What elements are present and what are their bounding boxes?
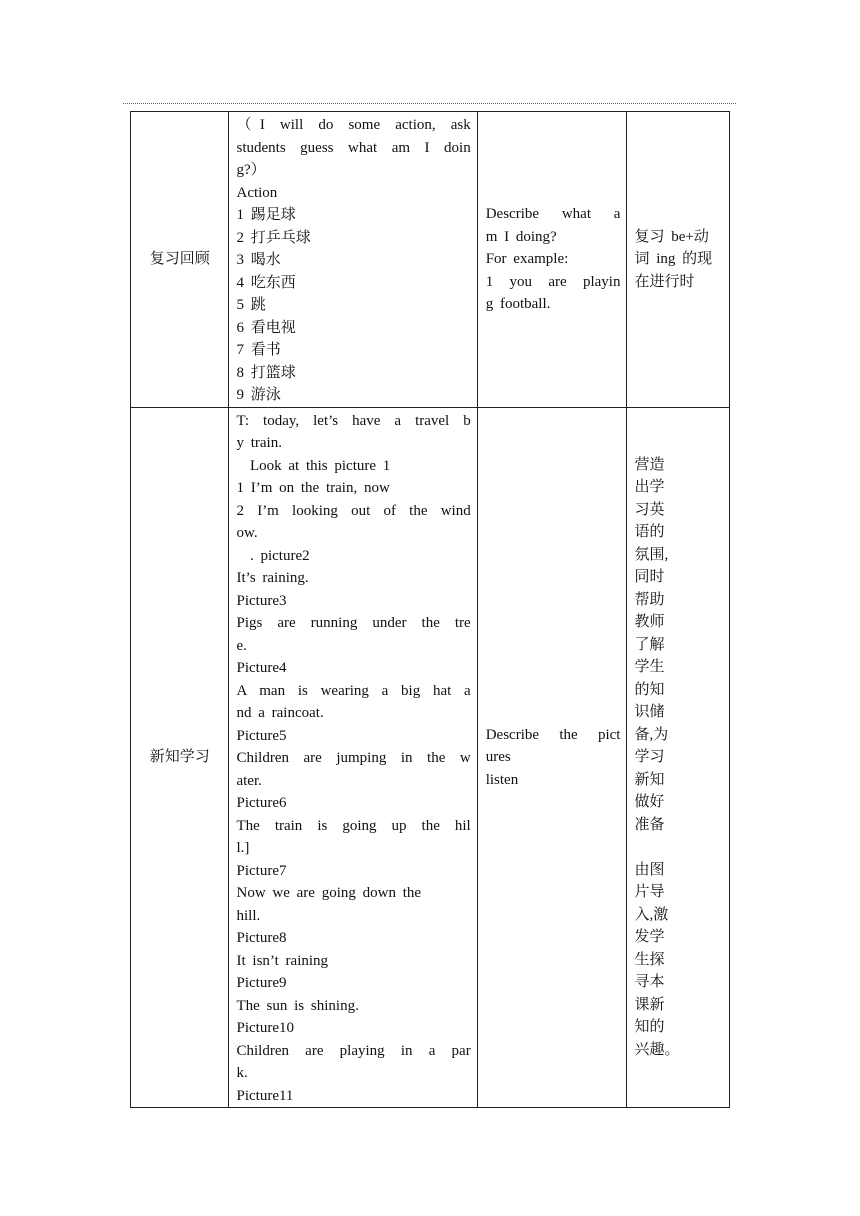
text-line: It’s raining.	[236, 570, 309, 586]
text-line: 6 看电视	[236, 319, 296, 336]
text-line: Picture11	[236, 1087, 294, 1104]
text-line: 准备	[634, 816, 665, 833]
text-line: 1 踢足球	[236, 207, 296, 223]
text-line: hill.	[236, 907, 261, 924]
student-activity-cell	[477, 112, 627, 408]
text-line: Children are playing in a par	[236, 1042, 471, 1059]
text-line: Describe the pict	[485, 726, 621, 743]
text-line: ater.	[236, 772, 262, 789]
text-line: 词 ing 的现	[634, 251, 713, 267]
purpose-cell	[627, 407, 730, 1108]
text-line: Picture5	[236, 727, 287, 744]
table-row-review	[131, 112, 730, 408]
text-line: Now we are going down the	[236, 885, 422, 901]
text-line: 习英	[634, 501, 665, 518]
teacher-activity-cell	[229, 407, 477, 1108]
text-line: 1 I’m on the train, now	[236, 480, 390, 496]
text-line: 生探	[634, 951, 665, 968]
student-activity-cell	[477, 407, 627, 1108]
text-line: 片导	[634, 884, 665, 900]
text-line: Picture6	[236, 795, 287, 811]
text-line: （I will do some action, ask	[236, 117, 471, 133]
text-line: . picture2	[236, 547, 310, 564]
text-line: 兴趣。	[634, 1041, 680, 1058]
text-line: Picture7	[236, 862, 287, 879]
text-line: e.	[236, 637, 247, 654]
text-line: 1 you are playin	[485, 273, 621, 290]
stage-label: 新知学习	[149, 749, 210, 765]
text-line: 由图	[634, 861, 665, 878]
text-line: 识储	[634, 704, 665, 720]
text-line: 营造	[634, 456, 665, 473]
text-line: k.	[236, 1065, 248, 1081]
text-line: 出学	[634, 479, 665, 495]
text-line: Picture3	[236, 592, 287, 609]
text-line: Look at this picture 1	[236, 457, 391, 474]
text-line: 的知	[634, 681, 665, 698]
text-line: students guess what am I doin	[236, 139, 471, 156]
blank-line	[634, 836, 682, 859]
text-line: g football.	[485, 296, 551, 312]
text-line: l.]	[236, 840, 250, 856]
text-line: 8 打篮球	[236, 364, 296, 381]
text-line: The train is going up the hil	[236, 817, 471, 834]
text-line: 语的	[634, 524, 665, 540]
text-line: The sun is shining.	[236, 997, 359, 1014]
stage-cell	[131, 407, 229, 1108]
text-line: 3 喝水	[236, 252, 281, 268]
text-line: 学生	[634, 659, 665, 675]
lesson-plan-table	[130, 111, 730, 1108]
text-line: 7 看书	[236, 342, 281, 358]
teacher-activity-cell	[229, 112, 477, 408]
text-line: g?）	[236, 162, 266, 178]
text-line: Pigs are running under the tre	[236, 615, 471, 631]
text-line: 知的	[634, 1019, 665, 1035]
text-line: 备,为	[634, 726, 669, 743]
text-line: It isn’t raining	[236, 952, 329, 969]
text-line: 帮助	[634, 591, 665, 608]
text-line: 4 吃东西	[236, 274, 296, 291]
text-line: 5 跳	[236, 297, 266, 313]
text-line: Action	[236, 184, 278, 201]
text-line: 做好	[634, 794, 665, 810]
text-line: ow.	[236, 525, 258, 541]
purpose-block	[634, 454, 682, 1062]
text-line: 2 I’m looking out of the wind	[236, 502, 471, 519]
text-line: y train.	[236, 435, 282, 451]
text-line: Children are jumping in the w	[236, 750, 471, 766]
header-divider	[123, 103, 736, 104]
text-line: A man is wearing a big hat a	[236, 682, 471, 699]
text-line: 了解	[634, 636, 665, 653]
text-line: listen	[485, 771, 519, 788]
text-line: nd a raincoat.	[236, 705, 324, 721]
text-line: Picture9	[236, 975, 287, 991]
text-line: 复习 be+动	[634, 228, 709, 245]
text-line: 9 游泳	[236, 387, 281, 403]
table-row-new-knowledge	[131, 407, 730, 1108]
text-line: 同时	[634, 569, 665, 585]
text-line: m I doing?	[485, 228, 557, 245]
stage-label: 复习回顾	[149, 251, 210, 267]
text-line: 2 打乒乓球	[236, 229, 311, 246]
text-line: Picture10	[236, 1020, 294, 1036]
text-line: 在进行时	[634, 273, 695, 290]
text-line: For example:	[485, 251, 569, 267]
text-line: 教师	[634, 614, 665, 630]
text-line: 寻本	[634, 974, 665, 990]
text-line: Picture4	[236, 660, 287, 676]
text-line: Picture8	[236, 930, 287, 946]
text-line: Describe what a	[485, 206, 621, 222]
text-line: 氛围,	[634, 546, 669, 563]
text-line: ures	[485, 749, 511, 765]
text-line: 课新	[634, 996, 665, 1013]
text-line: 发学	[634, 929, 665, 945]
purpose-cell	[627, 112, 730, 408]
text-line: T: today, let’s have a travel b	[236, 412, 471, 429]
text-line: 入,激	[634, 906, 669, 923]
text-line: 学习	[634, 749, 665, 765]
stage-cell	[131, 112, 229, 408]
text-line: 新知	[634, 771, 665, 788]
